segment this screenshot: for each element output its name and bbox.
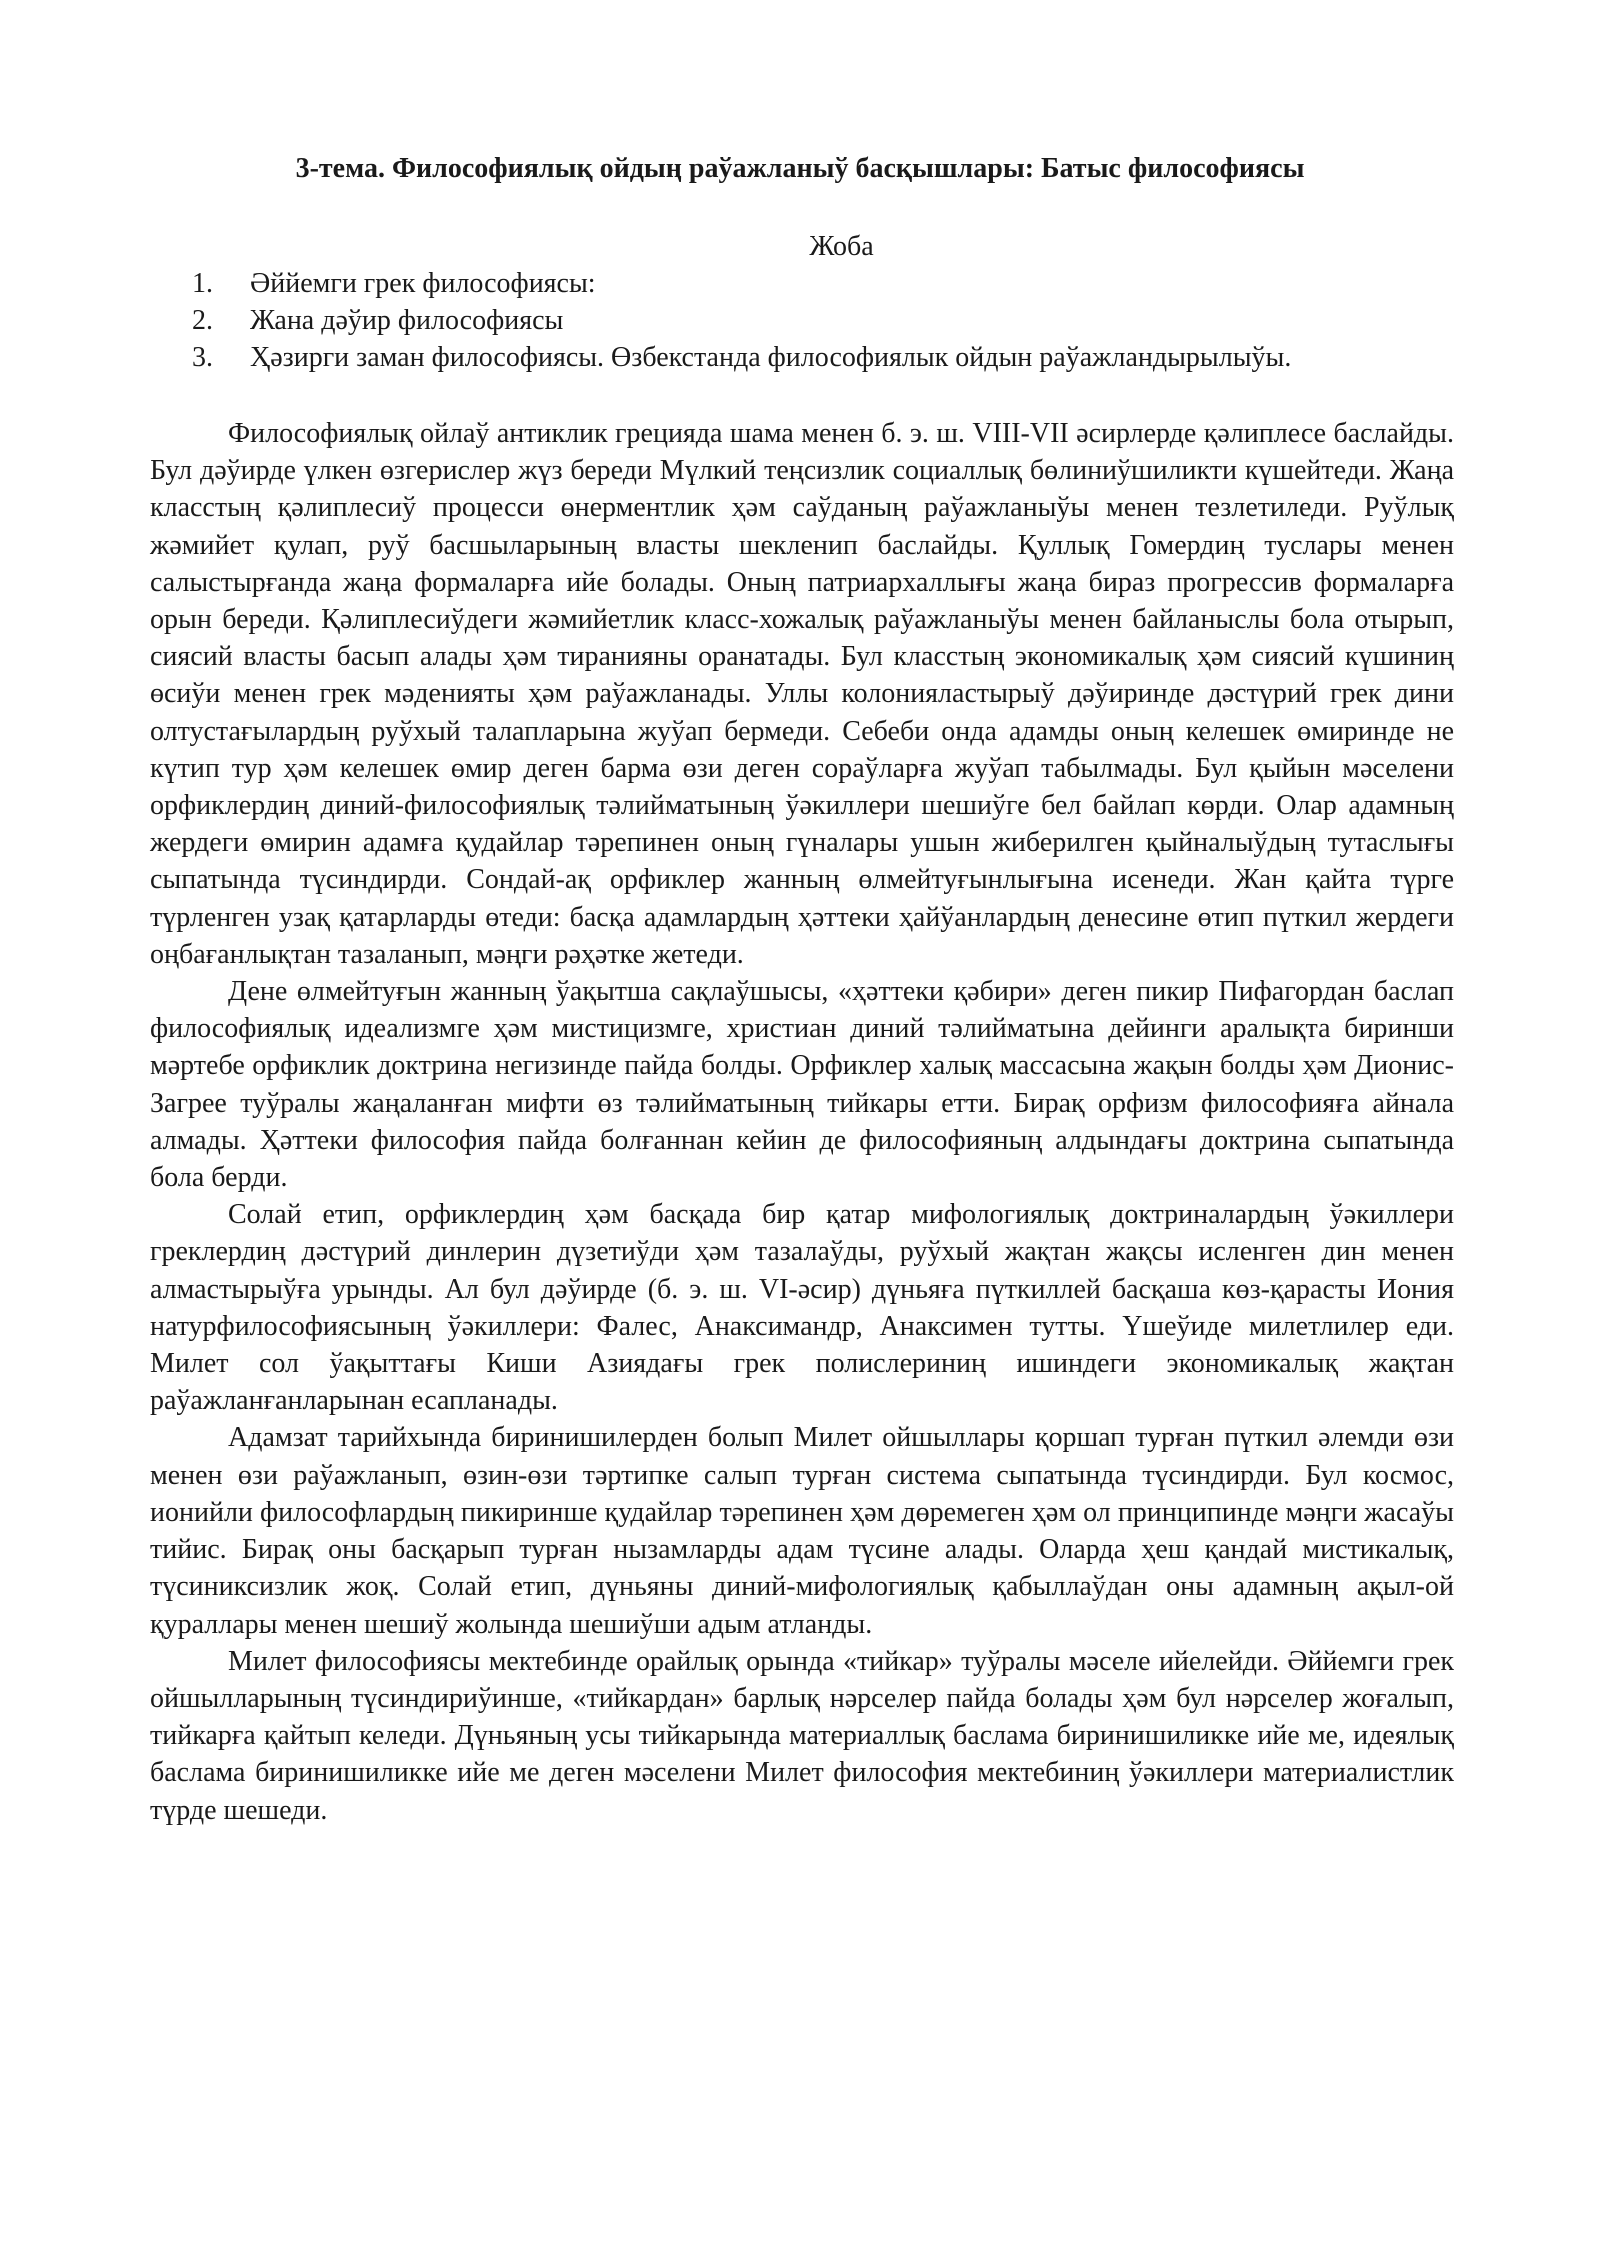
plan-item-text: Әййемги грек философиясы: <box>250 268 596 299</box>
body-paragraph: Философиялық ойлаў антиклик грецияда шама менен б. э. ш. VIII-VII әсирлерде қәлиплесе баслайды. Бул дәўирде үлкен өзгерислер жүз береди Мүлкий теңсизлик социаллық бөлиниўшиликти күшейтеди. Жаңа класстың қәлиплесиў процесси өнерментлик ҳәм саўданың раўажланыўы менен тезлетиледи. Руўлық жәмийет қулап, руў басшыларының власты шекленип баслайды. Қуллық Гомердиң туслары менен салыстырғанда жаңа формаларға ийе болады. Оның патриархаллығы жаңа бираз прогрессив формаларға орын береди. Қәлиплесиўдеги жәмийетлик класс-хожалық раўажланыўы менен байланыслы бола отырып, сиясий власты басып алады ҳәм тиранияны оранатады. Бул класстың экономикалық ҳәм сиясий күшиниң өсиўи менен грек мәденияты ҳәм раўажланады. Уллы колонияластырыў дәўиринде дәстүрий грек дини олтустағылардың руўхый талапларына жуўап бермеди. Себеби онда адамды оның келешек өмиринде не күтип тур ҳәм келешек өмир деген барма өзи деген сораўларға жуўап табылмады. Бул қыйын мәселени орфиклердиң диний-философиялық тәлийматының ўәкиллери шешиўге бел байлап көрди. Олар адамның жердеги өмирин адамға қудайлар тәрепинен оның гүналары ушын жиберилген қыйналыўдың тутаслығы сыпатында түсиндирди. Сондай-ақ орфиклер жанның өлмейтуғынлығына исенеди. Жан қайта түрге түрленген узақ қатарларды өтеди: басқа адамлардың ҳәттеки ҳайўанлардың денесине өтип пүткил жердеги оңбағанлықтан тазаланып, мәңги рәҳәтке жетеди. <box>150 418 1454 970</box>
plan-item-text: Жана дәўир философиясы <box>250 305 564 336</box>
plan-heading: Жоба <box>809 231 874 262</box>
body-paragraph: Дене өлмейтуғын жанның ўақытша сақлаўшысы, «ҳәттеки қәбири» деген пикир Пифагордан баслап философиялық идеализмге ҳәм мистицизмге, христиан диний тәлийматына дейинги аралықта биринши мәртебе орфиклик доктрина негизинде пайда болды. Орфиклер халық массасына жақын болды ҳәм Дионис-Загрее туўралы жаңаланған мифти өз тәлийматының тийкары етти. Бирақ орфизм философияға айнала алмады. Ҳәттеки философия пайда болғаннан кейин де философияның алдындағы доктрина сыпатында бола берди. <box>150 976 1454 1194</box>
document-title: 3-тема. Философиялық ойдың раўажланыў басқышлары: Батыс философиясы <box>295 153 1305 184</box>
plan-item-number: 1. <box>192 268 213 299</box>
body-paragraph: Солай етип, орфиклердиң ҳәм басқада бир қатар мифологиялық доктриналардың ўәкиллери греклердиң дәстүрий динлерин дүзетиўди ҳәм тазалаўды, руўхый жақтан жақсы исленген дин менен алмастырыўға урынды. Ал бул дәўирде (б. э. ш. VI-әсир) дүньяға пүткиллей басқаша көз-қарасты Иония натурфилософиясының ўәкиллери: Фалес, Анаксимандр, Анаксимен тутты. Үшеўиде милетлилер еди. Милет сол ўақыттағы Киши Азиядағы грек полислериниң ишиндеги экономикалық жақтан раўажланғанларынан есапланады. <box>150 1199 1454 1417</box>
body-paragraph: Милет философиясы мектебинде орайлық орында «тийкар» туўралы мәселе ийелейди. Әййемги грек ойшылларының түсиндириўинше, «тийкардан» барлық нәрселер пайда болады ҳәм бул нәрселер жоғалып, тийкарға қайтып келеди. Дүньяның усы тийкарында материаллық баслама биринишиликке ийе ме, идеялық баслама биринишиликке ийе ме деген мәселени Милет философия мектебиниң ўәкиллери материалистлик түрде шешеди. <box>150 1645 1454 1826</box>
document-body <box>150 415 1454 1829</box>
plan-list <box>192 265 1291 376</box>
plan-item-text: Ҳәзирги заман философиясы. Өзбекстанда философиялык ойдын раўажландырылыўы. <box>250 342 1292 373</box>
body-paragraph: Адамзат тарийхында биринишилерден болып Милет ойшыллары қоршап турған пүткил әлемди өзи менен өзи раўажланып, өзин-өзи тәртипке салып турған система сыпатында түсиндирди. Бул космос, ионийли философлардың пикиринше қудайлар тәрепинен ҳәм дөремеген ҳәм ол принципинде мәңги жасаўы тийис. Бирақ оны басқарып турған нызамларды адам түсине алады. Оларда ҳеш қандай мистикалық, түсиниксизлик жоқ. Солай етип, дүньяны диний-мифологиялық қабыллаўдан оны адамның ақыл-ой қураллары менен шешиў жолында шешиўши адым атланды. <box>150 1422 1454 1640</box>
plan-item <box>192 302 1291 339</box>
plan-item <box>192 339 1291 376</box>
plan-item <box>192 265 1291 302</box>
plan-item-number: 3. <box>192 342 213 373</box>
plan-item-number: 2. <box>192 305 213 336</box>
